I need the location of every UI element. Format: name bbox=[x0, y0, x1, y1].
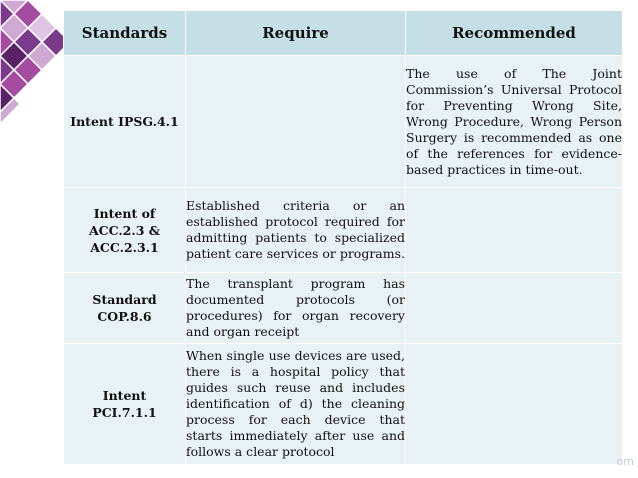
require-cell: When single use devices are used, there is a hospital policy that guides such reuse and includes identification of d) the cleaning process for each device that starts immediately after use and follows a clear protocol bbox=[186, 344, 406, 465]
standards-table bbox=[63, 10, 623, 465]
standard-cell: Intent of ACC.2.3 & ACC.2.3.1 bbox=[64, 188, 186, 273]
header-standards: Standards bbox=[64, 11, 186, 56]
decorative-diamond-pattern bbox=[0, 0, 70, 130]
table-row bbox=[64, 56, 623, 188]
recommended-cell: The use of The Joint Commission’s Universal Protocol for Preventing Wrong Site, Wrong Procedure, Wrong Person Surgery is recommended as one of the references for evidence-based practices in time-out. bbox=[406, 56, 623, 188]
table-header-row bbox=[64, 11, 623, 56]
recommended-cell bbox=[406, 344, 623, 465]
standard-cell: Intent PCI.7.1.1 bbox=[64, 344, 186, 465]
recommended-cell bbox=[406, 273, 623, 344]
require-cell bbox=[186, 56, 406, 188]
table-row bbox=[64, 188, 623, 273]
header-require: Require bbox=[186, 11, 406, 56]
header-recommended: Recommended bbox=[406, 11, 623, 56]
table-row bbox=[64, 344, 623, 465]
table-row bbox=[64, 273, 623, 344]
watermark-text: om bbox=[616, 455, 634, 468]
require-cell: The transplant program has documented protocols (or procedures) for organ recovery and organ receipt bbox=[186, 273, 406, 344]
require-cell: Established criteria or an established protocol required for admitting patients to specialized patient care services or programs. bbox=[186, 188, 406, 273]
standard-cell: Standard COP.8.6 bbox=[64, 273, 186, 344]
standard-cell: Intent IPSG.4.1 bbox=[64, 56, 186, 188]
recommended-cell bbox=[406, 188, 623, 273]
